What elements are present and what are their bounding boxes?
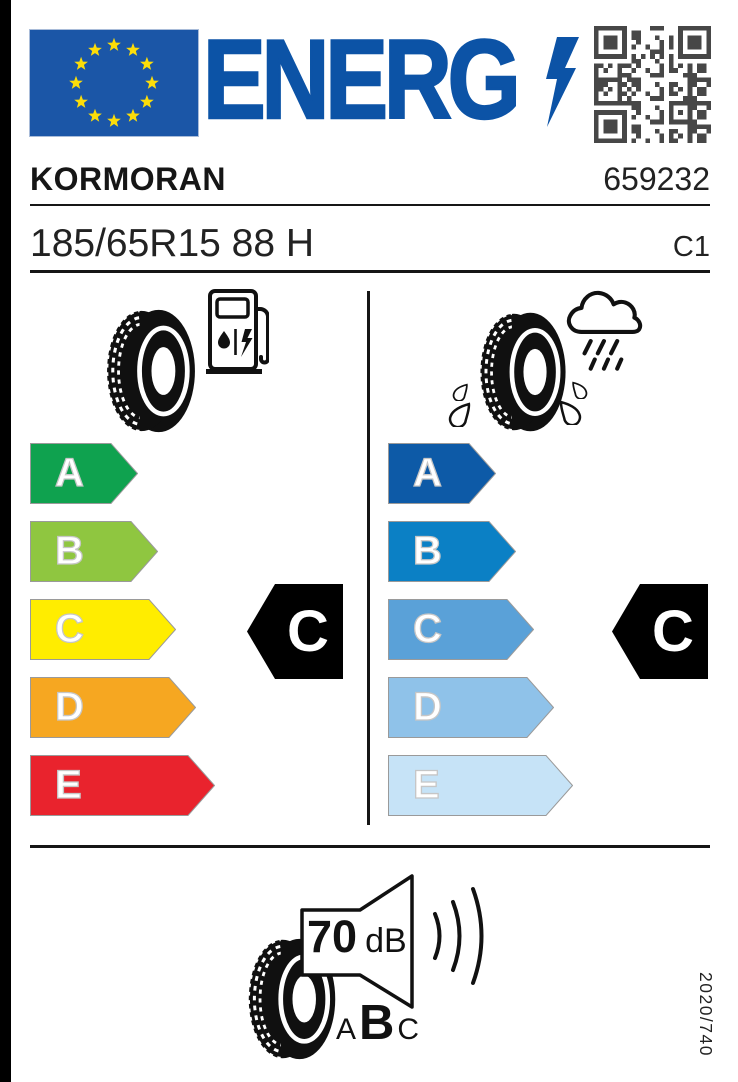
regulation-number: 2020/740 <box>696 972 716 1057</box>
fuel-efficiency-rating-arrow <box>247 584 343 679</box>
fuel-efficiency-grade-B <box>30 521 158 582</box>
grade-letter: A <box>413 451 442 495</box>
grade-letter: D <box>55 685 84 729</box>
eu-flag-icon <box>29 29 199 137</box>
fuel-efficiency-grade-D <box>30 677 196 738</box>
tyre-icon <box>103 307 199 435</box>
noise-class-C: C <box>397 1013 420 1046</box>
grade-letter: C <box>55 607 84 651</box>
fuel-efficiency-rating: C <box>287 599 329 664</box>
left-border-bar <box>0 0 11 1082</box>
tyre-size: 185/65R15 88 H <box>30 222 315 265</box>
brand-row <box>30 161 710 198</box>
fuel-pump-icon <box>205 289 269 375</box>
qr-modules <box>594 26 711 143</box>
wet-grip-grade-E <box>388 755 573 816</box>
fuel-efficiency-scale <box>30 443 230 820</box>
size-row <box>30 222 710 266</box>
water-splash-icon <box>445 402 472 427</box>
grade-letter: E <box>55 763 82 807</box>
brand-name: KORMORAN <box>30 161 226 197</box>
fuel-efficiency-grade-A <box>30 443 138 504</box>
sound-waves-icon <box>425 880 497 992</box>
wet-grip-grade-B <box>388 521 516 582</box>
tyre-class: C1 <box>672 231 710 263</box>
wet-grip-grade-D <box>388 677 554 738</box>
qr-code <box>594 26 711 143</box>
noise-db-unit: dB <box>365 922 407 960</box>
fuel-efficiency-grade-C <box>30 599 176 660</box>
noise-db-number: 70 <box>307 911 358 962</box>
energy-logo-text: ENERG <box>203 17 517 142</box>
wet-grip-rating: C <box>652 599 694 664</box>
lightning-bolt-icon <box>545 36 579 128</box>
product-code: 659232 <box>603 161 710 197</box>
divider-line <box>30 845 710 848</box>
noise-class-A: A <box>336 1013 357 1046</box>
wet-grip-scale <box>388 443 588 820</box>
wet-grip-grade-A <box>388 443 496 504</box>
rain-cloud-icon <box>563 286 651 388</box>
grade-letter: E <box>413 763 440 807</box>
water-splash-icon <box>571 381 590 399</box>
water-splash-icon <box>558 400 585 425</box>
tyre-icon <box>476 310 570 434</box>
wet-grip-grade-C <box>388 599 534 660</box>
noise-class-B: B <box>359 996 395 1050</box>
grade-letter: B <box>55 529 84 573</box>
noise-classes <box>336 997 419 1051</box>
noise-value <box>307 911 407 962</box>
fuel-efficiency-grade-E <box>30 755 215 816</box>
grade-letter: C <box>413 607 442 651</box>
divider-line <box>30 204 710 206</box>
divider-line <box>30 270 710 273</box>
grade-letter: A <box>55 451 84 495</box>
grade-letter: D <box>413 685 442 729</box>
energy-logo <box>203 17 576 142</box>
column-divider <box>367 291 370 825</box>
wet-grip-rating-arrow <box>612 584 708 679</box>
water-splash-icon <box>450 383 469 401</box>
grade-letter: B <box>413 529 442 573</box>
